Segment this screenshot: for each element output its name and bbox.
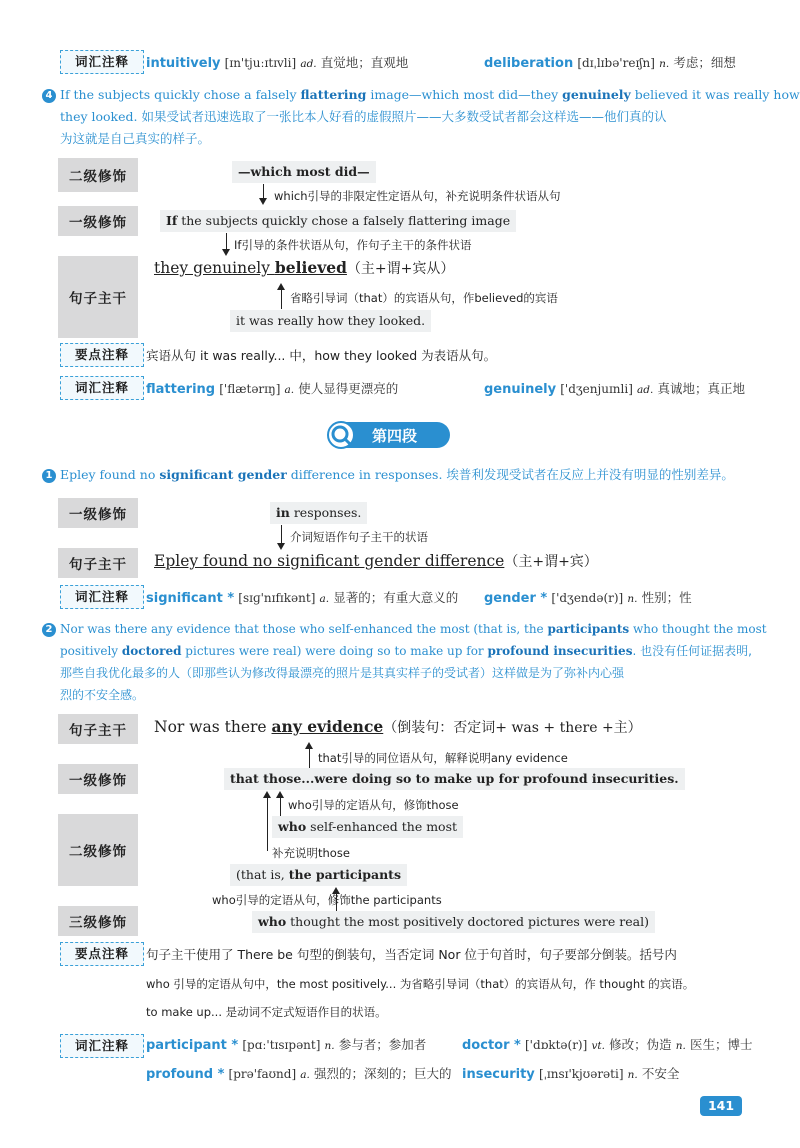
connector-line [309,748,310,768]
level-2-label: 二级修饰 [58,158,138,192]
level-2-label: 二级修饰 [58,814,138,886]
key-point-text: to make up... 是动词不定式短语作目的状语。 [146,1005,387,1019]
vocab-definition: 真诚地；真正地 [657,381,745,396]
sentence-text: Nor was there any evidence that those who self-enhanced the most (that is, the [60,622,548,636]
vocab-word: deliberation [484,56,574,71]
sentence-translation: 埃普利发现受试者在反应上并没有明显的性别差异。 [446,467,734,482]
connector-line [336,893,337,911]
level-1-label: 一级修饰 [58,764,138,794]
sentence-number: 4 [42,89,56,103]
sentence-number: 2 [42,623,56,637]
annotation-note: that引导的同位语从句，解释说明any evidence [318,751,568,765]
key-point-text: 宾语从句 it was really... 中，how they looked 为表语从句。 [146,348,497,363]
clause-box-if: If the subjects quickly chose a falsely flattering image [160,210,516,232]
vocab-phonetic: [ˌɪnsɪ'kjʊərəti] [538,1067,624,1081]
vocab-definition: 性别；性 [641,590,692,605]
vocab-definition: 参与者；参加者 [338,1037,427,1052]
section-title: 第四段 [372,427,418,445]
sentence-translation: . 也没有任何证据表明, [632,644,752,658]
sentence-text: difference in responses. [286,467,443,482]
connector-line [267,797,268,851]
sentence-4 [42,84,800,150]
vocab-pos: n. [324,1040,335,1052]
clause-box-object: it was really how they looked. [230,310,431,332]
vocab-entry [462,1035,753,1053]
vocab-word: profound * [146,1067,225,1082]
vocab-word: gender * [484,591,548,606]
sentence-1 [42,464,734,486]
keyword: significant gender [159,467,287,482]
level-3-label: 三级修饰 [58,906,138,936]
sentence-2 [42,618,767,706]
clause-box-who-thought: who thought the most positively doctored pictures were real) [252,911,655,933]
annotation-note: who引导的定语从句，修饰those [288,798,459,812]
vocab-tag: 词汇注释 [60,376,144,400]
level-1-label: 一级修饰 [58,498,138,528]
vocab-tag: 词汇注释 [60,50,144,74]
annotation-note: 介词短语作句子主干的状语 [290,530,428,544]
main-clause: Nor was there any evidence（倒装句：否定词+ was + there +主） [154,717,642,736]
sentence-text: believed it was really how [630,87,800,102]
vocab-definition: 直觉地；直观地 [320,55,409,70]
keyword: flattering [300,87,367,102]
vocab-definition: 使人显得更漂亮的 [298,381,399,396]
vocab-entry [484,588,692,606]
vocab-entry [462,1064,679,1082]
main-clause-label: 句子主干 [58,256,138,338]
key-point-text: 句子主干使用了 There be 句型的倒装句，当否定词 Nor 位于句首时，句子要部分倒装。括号内 [146,947,677,962]
keyword: genuinely [562,87,631,102]
annotation-note: If引导的条件状语从句，作句子主干的条件状语 [234,238,472,252]
keyword: doctored [121,644,182,658]
level-1-label: 一级修饰 [58,206,138,236]
arrow-down [277,543,285,550]
connector-line [263,184,264,198]
sentence-translation: 烈的不安全感。 [60,688,145,702]
sentence-text: who thought the most [629,622,767,636]
vocab-definition: 不安全 [641,1066,680,1081]
vocab-entry [484,53,736,71]
vocab-phonetic: ['dʒenjuɪnli] [560,382,633,396]
main-clause-label: 句子主干 [58,548,138,578]
vocab-entry [146,1035,426,1053]
clause-box-which: —which most did— [232,161,376,183]
vocab-word: participant * [146,1038,239,1053]
clause-box-that-is: (that is, the participants [230,864,407,886]
vocab-tag: 词汇注释 [60,1034,144,1058]
vocab-phonetic: [pɑː'tɪsɪpənt] [242,1038,321,1052]
sentence-text: Epley found no [60,467,160,482]
vocab-word: insecurity [462,1067,535,1082]
connector-line [281,289,282,309]
magnifier-icon [326,420,356,450]
vocab-pos: a. [319,593,330,605]
clause-box-appositive: that those...were doing so to make up for profound insecurities. [224,768,685,790]
section-header [330,422,450,448]
vocab-phonetic: [sɪɡ'nɪfɪkənt] [238,591,316,605]
sentence-number: 1 [42,469,56,483]
sentence-text: positively [60,644,122,658]
vocab-pos: ad. [637,384,654,396]
vocab-phonetic: ['dʒendə(r)] [551,591,624,605]
vocab-word: genuinely [484,382,557,397]
annotation-note: 省略引导词（that）的宾语从句，作believed的宾语 [290,291,558,305]
connector-line [226,233,227,249]
key-point-text: who 引导的定语从句中，the most positively... 为省略引导词（that）的宾语从句，作 thought 的宾语。 [146,977,695,991]
vocab-pos: vt. [591,1040,605,1052]
main-clause: Epley found no significant gender difference（主+谓+宾） [154,552,598,570]
key-point-tag: 要点注释 [60,942,144,966]
vocab-word: flattering [146,382,216,397]
keyword: profound insecurities [487,644,633,658]
vocab-phonetic: ['dɒktə(r)] [524,1038,588,1052]
vocab-word: intuitively [146,56,221,71]
main-clause-label: 句子主干 [58,714,138,744]
vocab-pos: a. [284,384,295,396]
vocab-pos: a. [300,1069,310,1081]
vocab-phonetic: [ɪn'tjuːɪtɪvli] [224,56,297,70]
vocab-definition: 考虑；细想 [673,55,736,70]
annotation-note: which引导的非限定性定语从句，补充说明条件状语从句 [274,189,561,203]
annotation-note: 补充说明those [272,846,350,860]
arrow-down [222,249,230,256]
vocab-word: significant * [146,591,235,606]
vocab-phonetic: [dɪˌlɪbə'reɪʃn] [577,56,655,70]
vocab-definition: 显著的；有重大意义的 [333,590,459,605]
keyword: participants [547,622,630,636]
sentence-translation: 如果受试者迅速选取了一张比本人好看的虚假照片——大多数受试者都会这样选——他们真的认 [141,109,667,124]
sentence-text: If the subjects quickly chose a falsely [60,87,301,102]
clause-box-prep: in responses. [270,502,367,524]
vocab-phonetic: ['flætərɪŋ] [219,382,281,396]
vocab-word: doctor * [462,1038,521,1053]
connector-line [280,797,281,817]
sentence-text: they looked. [60,109,138,124]
vocab-pos: n. [627,1069,638,1081]
annotation-note: who引导的定语从句，修饰the participants [212,893,442,907]
vocab-pos: ad. [300,58,317,70]
vocab-pos: n. [659,58,670,70]
clause-box-who: who self-enhanced the most [272,816,463,838]
vocab-definition: 医生；博士 [689,1037,753,1052]
vocab-pos: n. [627,593,638,605]
arrow-down [259,198,267,205]
vocab-entry [484,379,745,397]
sentence-translation: 为这就是自己真实的样子。 [60,131,211,146]
vocab-phonetic: [prə'faʊnd] [228,1067,297,1081]
vocab-entry [146,379,398,397]
sentence-text: pictures were real) were doing so to make up for [181,644,488,658]
connector-line [281,525,282,543]
sentence-text: image—which most did—they [366,87,563,102]
sentence-translation: 那些自我优化最多的人（即那些认为修改得最漂亮的照片是其真实样子的受试者）这样做是为了弥补内心强 [60,666,625,680]
vocab-entry [146,588,458,606]
vocab-pos: n. [675,1040,686,1052]
main-clause: they genuinely believed（主+谓+宾从） [154,258,455,277]
vocab-tag: 词汇注释 [60,585,144,609]
vocab-entry [146,53,408,71]
vocab-entry [146,1064,452,1082]
vocab-definition: 修改；伪造 [609,1037,672,1052]
page-number: 141 [700,1096,742,1116]
vocab-definition: 强烈的；深刻的；巨大的 [314,1066,452,1081]
key-point-tag: 要点注释 [60,343,144,367]
